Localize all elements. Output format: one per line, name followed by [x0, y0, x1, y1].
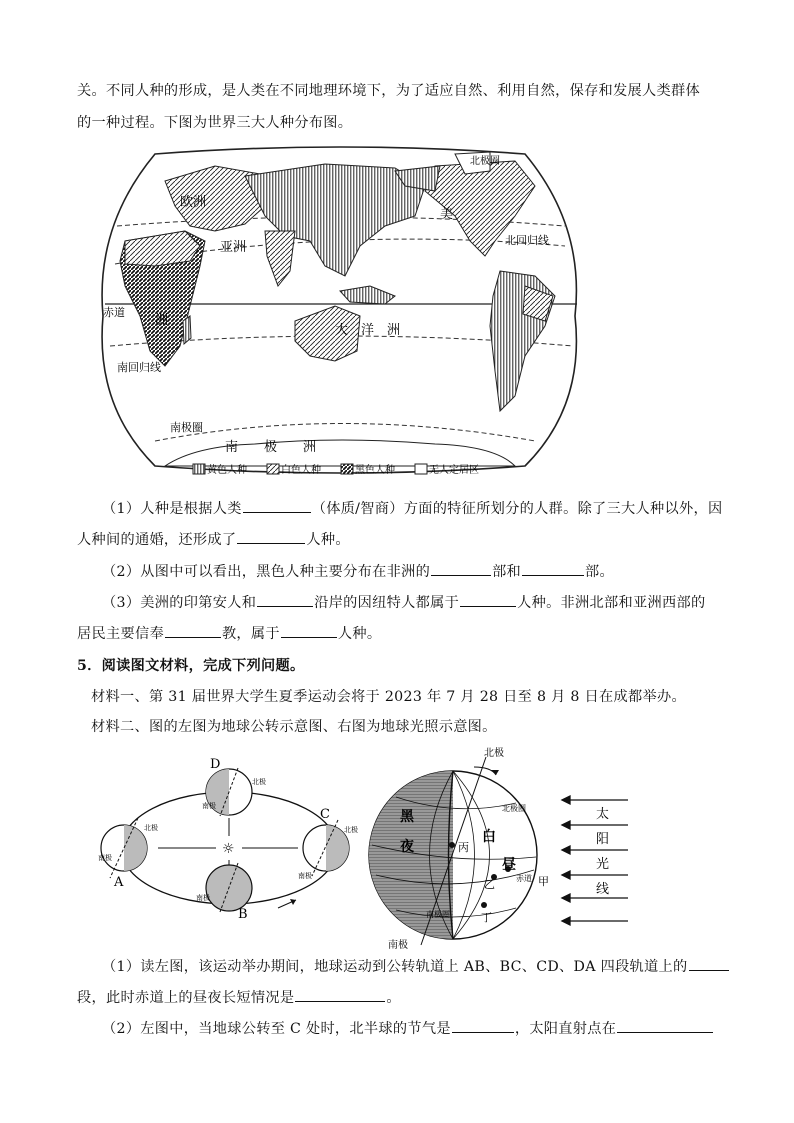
label-ding: 丁: [481, 911, 492, 924]
answer-blank[interactable]: [281, 623, 337, 638]
label-north-pole: 北极: [484, 748, 504, 759]
globe-C: [298, 807, 358, 880]
globe-D: [202, 757, 266, 816]
q4-text: （体质/智商）方面的特征所划分的人群。除了三大人种以外，因: [311, 501, 723, 517]
label-antarctic: 南极圈: [426, 910, 450, 919]
legend-swatch-black: [341, 464, 353, 474]
sunlight-char-1: 太: [596, 807, 610, 822]
legend-uninhabited: 无人定居区: [429, 465, 479, 476]
globe-A: [98, 818, 158, 890]
answer-blank[interactable]: [237, 529, 305, 544]
intro-line-1: 关。不同人种的形成，是人类在不同地理环境下，为了适应自然、利用自然，保存和发展人类群体: [77, 83, 700, 99]
svg-text:北极: 北极: [344, 826, 358, 834]
label-antarctica: 南 极 洲: [225, 440, 317, 455]
label-bing: 丙: [458, 841, 469, 854]
q5-title: 5．阅读图文材料，完成下列问题。: [77, 658, 305, 674]
label-tropic-south: 南回归线: [117, 361, 161, 374]
label-arctic: 北极圈: [502, 804, 526, 813]
answer-blank[interactable]: [243, 498, 311, 513]
answer-blank[interactable]: [689, 956, 729, 971]
answer-blank[interactable]: [431, 561, 491, 576]
label-jia: 甲: [538, 875, 549, 888]
q4-text: 人种。: [306, 532, 350, 548]
label-arctic-circle: 北极圈: [470, 156, 500, 167]
sunlight-char-2: 阳: [596, 832, 610, 847]
q5-line-2: [77, 987, 401, 1008]
q5-line-3: [102, 1018, 714, 1039]
legend-swatch-yellow: [193, 464, 205, 474]
answer-blank[interactable]: [617, 1018, 713, 1033]
answer-blank[interactable]: [165, 623, 221, 638]
label-day-1: 白: [482, 829, 496, 845]
label-equator-globe: 赤道: [516, 874, 532, 883]
q4-text: 人种。: [337, 626, 382, 642]
label-day-2: 昼: [502, 857, 516, 873]
illumination-globe: [366, 745, 556, 950]
q4-text: 部和: [492, 564, 522, 580]
label-oceania: 大 洋 洲: [335, 323, 401, 338]
svg-text:南极: 南极: [196, 894, 210, 902]
svg-text:B: B: [238, 907, 248, 920]
label-tropic-north: 北回归线: [505, 234, 549, 247]
svg-text:北极: 北极: [144, 824, 158, 832]
answer-blank[interactable]: [295, 987, 385, 1002]
q5-line-1: [102, 956, 730, 977]
q4-text: 人种间的通婚，还形成了: [77, 532, 237, 548]
sunlight-char-3: 光: [596, 857, 610, 872]
sun-icon: ☼: [222, 841, 235, 857]
sunlight-arrows: [560, 790, 636, 930]
answer-blank[interactable]: [460, 592, 516, 607]
legend-black: 黑色人种: [355, 465, 395, 476]
point-ding: [481, 902, 487, 908]
answer-blank[interactable]: [257, 592, 313, 607]
svg-text:南极: 南极: [98, 854, 112, 862]
label-south-pole: 南极: [388, 940, 408, 950]
label-europe: 欧洲: [180, 195, 207, 210]
q4-text: 部。: [585, 564, 615, 580]
q4-line-4: [102, 592, 705, 613]
svg-text:南极: 南极: [202, 802, 216, 810]
legend-swatch-uninhabited: [415, 464, 427, 474]
q4-text: （1）人种是根据人类: [102, 501, 242, 517]
legend-yellow: 黄色人种: [207, 465, 247, 476]
q4-text: （3）美洲的印第安人和: [102, 595, 257, 611]
svg-text:北极: 北极: [252, 778, 266, 786]
label-africa: 洲: [155, 313, 169, 328]
label-equator: 赤道: [103, 306, 125, 319]
label-night-2: 夜: [400, 839, 414, 855]
q5-material-2: 材料二、图的左图为地球公转示意图、右图为地球光照示意图。: [91, 719, 497, 735]
q4-text: （2）从图中可以看出，黑色人种主要分布在非洲的: [102, 564, 431, 580]
label-america: 美: [440, 207, 454, 222]
q4-line-2: [77, 529, 350, 550]
globe-B: [196, 863, 252, 920]
world-race-map: [95, 146, 585, 486]
q4-text: 沿岸的因纽特人都属于: [314, 595, 460, 611]
intro-line-2: 的一种过程。下图为世界三大人种分布图。: [77, 115, 353, 131]
svg-text:A: A: [114, 875, 124, 890]
q5-text: 段，此时赤道上的昼夜长短情况是: [77, 990, 295, 1006]
label-night-1: 黑: [400, 809, 414, 825]
label-antarctic-circle: 南极圈: [170, 421, 203, 434]
q4-text: 教，属于: [221, 626, 280, 642]
q4-text: 人种。非洲北部和亚洲西部的: [517, 595, 706, 611]
q5-text: ，太阳直射点在: [514, 1021, 617, 1037]
orbit-diagram: [98, 748, 360, 920]
q5-text: （2）左图中，当地球公转至 C 处时，北半球的节气是: [102, 1021, 451, 1037]
q4-text: 居民主要信奉: [77, 626, 164, 642]
point-bing: [449, 842, 455, 848]
q5-material-1: 材料一、第 31 届世界大学生夏季运动会将于 2023 年 7 月 28 日至 8 月 8 日在成都举办。: [91, 689, 686, 705]
q4-line-3: [102, 561, 614, 582]
label-yi: 乙: [484, 878, 495, 891]
svg-text:D: D: [210, 757, 221, 772]
svg-text:南极: 南极: [298, 872, 312, 880]
legend-swatch-white: [267, 464, 279, 474]
answer-blank[interactable]: [452, 1018, 514, 1033]
legend-white: 白色人种: [281, 465, 321, 476]
q4-line-5: [77, 623, 381, 644]
q4-line-1: [102, 498, 722, 519]
answer-blank[interactable]: [522, 561, 584, 576]
q5-text: 。: [386, 990, 401, 1006]
q5-text: （1）读左图，该运动举办期间，地球运动到公转轨道上 AB、BC、CD、DA 四段轨道上的: [102, 959, 688, 975]
svg-text:C: C: [320, 807, 330, 822]
sunlight-char-4: 线: [596, 882, 610, 897]
label-asia: 亚洲: [220, 240, 247, 255]
